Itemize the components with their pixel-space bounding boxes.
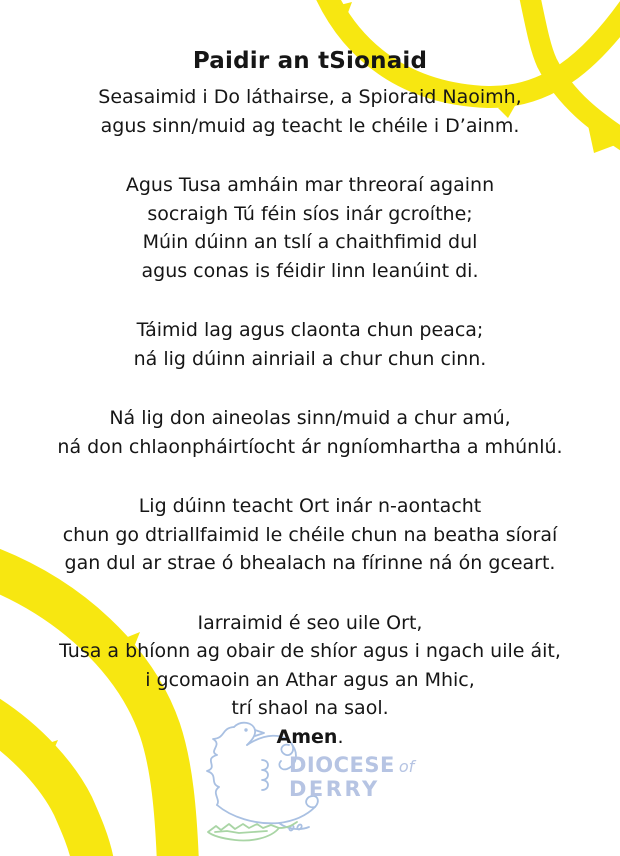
prayer-line: Ná lig don aineolas sinn/muid a chur amú, — [109, 407, 511, 429]
prayer-line: agus conas is féidir linn leanúint di. — [141, 259, 479, 282]
stanza-4 — [0, 404, 620, 461]
prayer-title: Paidir an tSionaid — [192, 48, 428, 74]
oak-leaf-icon — [208, 822, 297, 841]
prayer-line: Iarraimid é seo uile Ort, — [197, 611, 423, 634]
prayer-line: Múin dúinn an tslí a chaithfimid dul — [142, 231, 478, 253]
prayer-line: socraigh Tú féin síos inár gcroíthe; — [147, 202, 473, 225]
stanza-3 — [0, 316, 620, 373]
stanza-2 — [0, 171, 620, 285]
logo-text-of: of — [398, 757, 415, 776]
prayer-line: gan dul ar strae ó bhealach na fírinne ná ón gceart. — [64, 552, 556, 574]
prayer-line: ná lig dúinn ainriail a chur chun cinn. — [133, 347, 487, 370]
amen-text: Amen. — [276, 725, 344, 748]
prayer-line: i gcomaoin an Athar agus an Mhic, — [145, 668, 475, 691]
prayer-line: Agus Tusa amháin mar threoraí againn — [125, 174, 495, 196]
stanza-1 — [0, 83, 620, 140]
prayer-line: agus sinn/muid ag teacht le chéile i D’ainm. — [100, 114, 520, 137]
logo-text-diocese: DIOCESE — [289, 753, 395, 777]
prayer-line: chun go dtriallfaimid le chéile chun na beatha síoraí — [62, 523, 558, 546]
prayer-line: Táimid lag agus claonta chun peaca; — [136, 319, 484, 341]
stanza-6 — [0, 609, 620, 752]
prayer-line: ná don chlaonpháirtíocht ár ngníomhartha a mhúnlú. — [57, 435, 563, 458]
stanza-5 — [0, 492, 620, 578]
prayer-line: trí shaol na saol. — [231, 697, 389, 719]
prayer-line: Lig dúinn teacht Ort inár n-aontacht — [138, 495, 482, 517]
prayer-line: Seasaimid i Do láthairse, a Spioraid Naoimh, — [98, 86, 522, 108]
diocese-logo-wordmark — [289, 755, 414, 800]
logo-text-derry: DERRY — [289, 777, 380, 801]
prayer-content — [0, 46, 620, 751]
prayer-line: Tusa a bhíonn ag obair de shíor agus i ngach uile áit, — [59, 640, 561, 662]
